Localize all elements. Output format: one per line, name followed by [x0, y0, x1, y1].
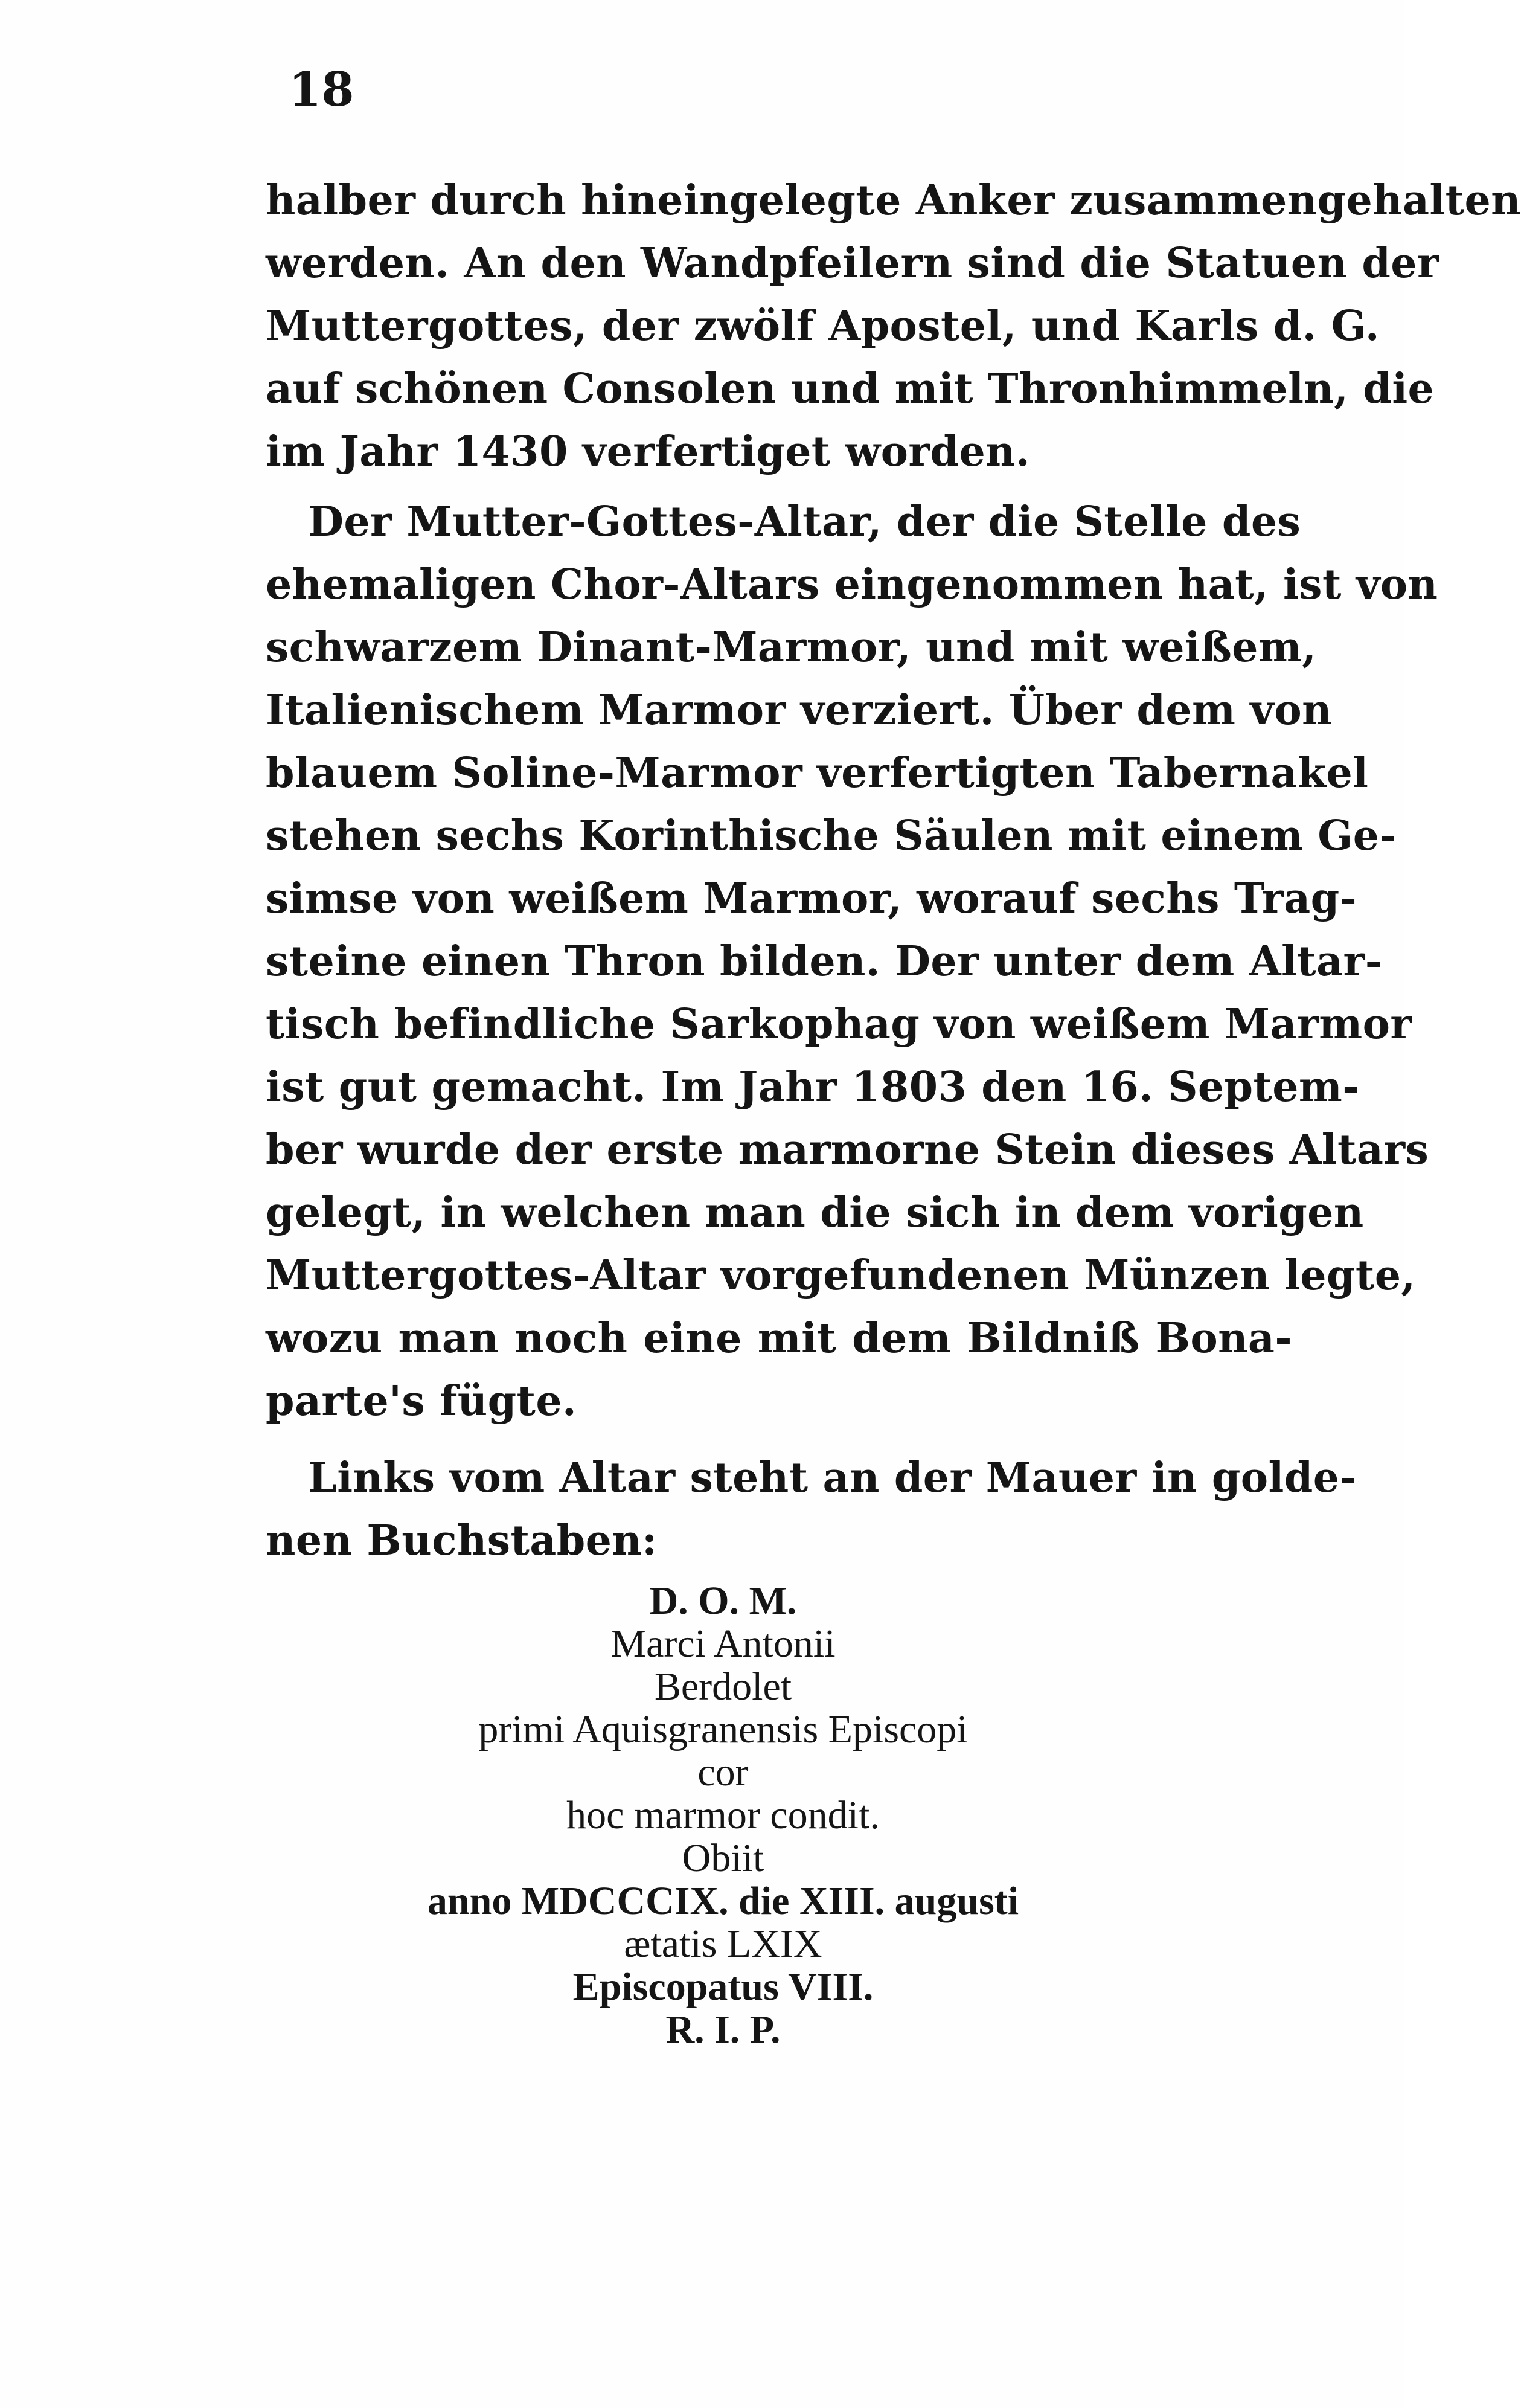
text-line: Der Mutter-Gottes-Altar, der die Stelle des — [308, 498, 1301, 546]
inscription-line: Berdolet — [654, 1665, 792, 1709]
inscription-line: Marci Antonii — [610, 1622, 836, 1666]
inscription-line: cor — [697, 1750, 749, 1794]
inscription-line: D. O. M. — [649, 1579, 797, 1623]
inscription-line: anno MDCCCIX. die XIII. augusti — [427, 1879, 1019, 1923]
text-line: parte's fügte. — [266, 1377, 577, 1425]
text-line: auf schönen Consolen und mit Thronhimmeln, die — [266, 365, 1435, 413]
text-line: simse von weißem Marmor, worauf sechs Trag- — [266, 875, 1357, 923]
page-number: 18 — [289, 62, 354, 117]
inscription-line: ætatis LXIX — [624, 1922, 822, 1966]
text-line: Muttergottes, der zwölf Apostel, und Karls d. G. — [266, 302, 1380, 350]
text-line: ber wurde der erste marmorne Stein dieses Altars — [266, 1126, 1429, 1174]
paragraph-walls-statues — [266, 169, 1521, 483]
text-line: gelegt, in welchen man die sich in dem vorigen — [266, 1189, 1364, 1237]
inscription-line: primi Aquisgranensis Episcopi — [478, 1707, 968, 1751]
latin-inscription — [0, 1579, 1404, 2051]
text-line: stehen sechs Korinthische Säulen mit einem Ge- — [266, 812, 1397, 860]
text-line: tisch befindliche Sarkophag von weißem Marmor — [266, 1000, 1412, 1048]
inscription-line: R. I. P. — [665, 2008, 781, 2052]
text-line: Links vom Altar steht an der Mauer in golde- — [308, 1454, 1357, 1502]
text-line: halber durch hineingelegte Anker zusammengehalten — [266, 176, 1521, 225]
text-line: Muttergottes-Altar vorgefundenen Münzen legte, — [266, 1251, 1416, 1300]
text-line: im Jahr 1430 verfertiget worden. — [266, 428, 1031, 476]
text-line: steine einen Thron bilden. Der unter dem Altar- — [266, 937, 1383, 986]
text-line: werden. An den Wandpfeilern sind die Statuen der — [266, 239, 1439, 287]
text-line: wozu man noch eine mit dem Bildniß Bona- — [266, 1314, 1292, 1363]
text-line: ist gut gemacht. Im Jahr 1803 den 16. Septem- — [266, 1063, 1360, 1111]
text-line: ehemaligen Chor-Altars eingenommen hat, ist von — [266, 560, 1438, 609]
inscription-line: Episcopatus VIII. — [572, 1965, 874, 2009]
text-line: nen Buchstaben: — [266, 1517, 658, 1565]
inscription-line: hoc marmor condit. — [566, 1793, 880, 1837]
text-line: Italienischem Marmor verziert. Über dem von — [266, 686, 1332, 734]
paragraph-inscription-intro — [266, 1446, 1357, 1572]
paragraph-altar-description — [266, 490, 1438, 1433]
text-line: schwarzem Dinant-Marmor, und mit weißem, — [266, 623, 1317, 672]
inscription-line: Obiit — [682, 1836, 764, 1880]
text-line: blauem Soline-Marmor verfertigten Tabernakel — [266, 749, 1369, 797]
